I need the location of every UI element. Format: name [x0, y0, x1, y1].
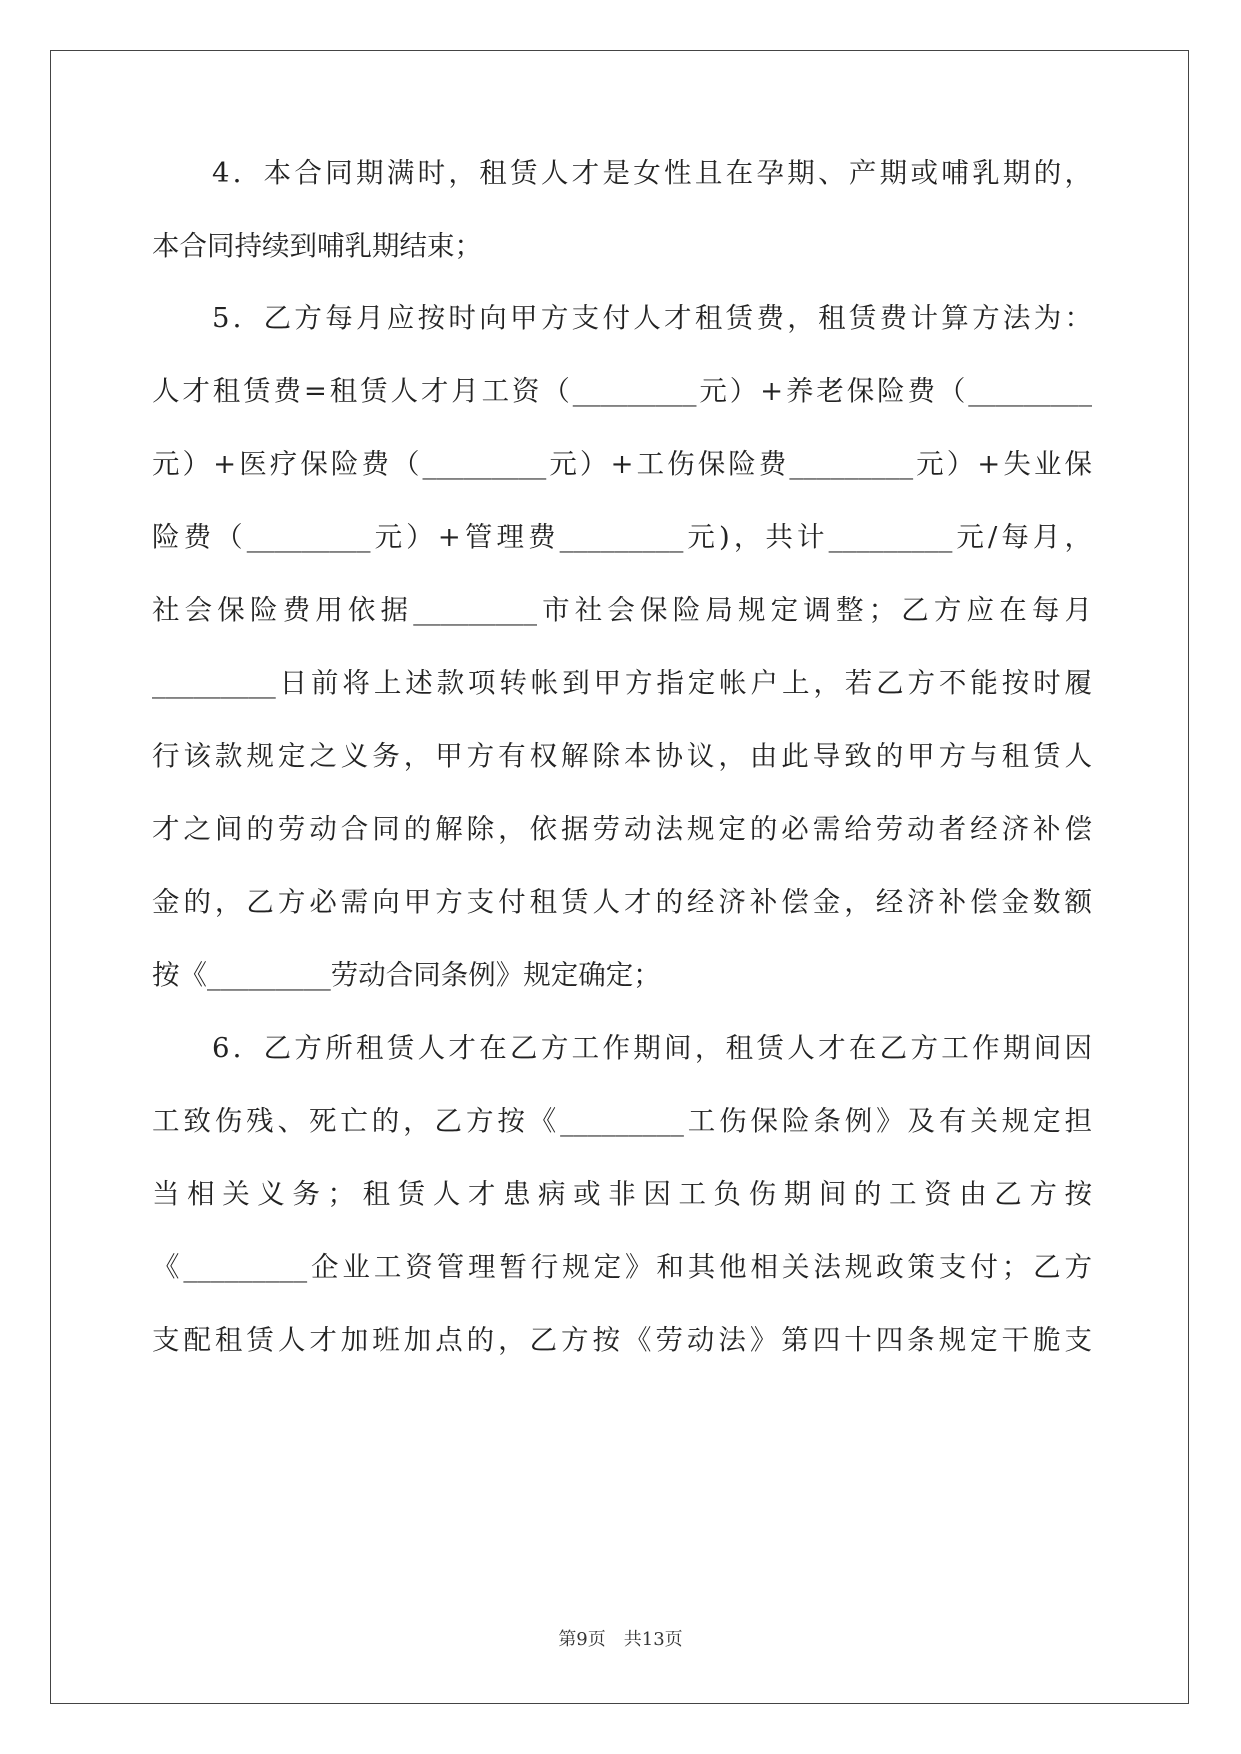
- paragraph-6-line-1: 6．乙方所租赁人才在乙方工作期间，租赁人才在乙方工作期间因: [212, 1032, 1092, 1064]
- paragraph-5-line-3: 元）+医疗保险费（_________元）+工伤保险费_________元）+失业保: [152, 448, 1092, 480]
- paragraph-6-line-3: 当相关义务；租赁人才患病或非因工负伤期间的工资由乙方按: [152, 1178, 1092, 1210]
- paragraph-5-line-10: 按《_________劳动合同条例》规定确定；: [152, 959, 661, 991]
- paragraph-5-line-6: _________日前将上述款项转帐到甲方指定帐户上，若乙方不能按时履: [152, 667, 1092, 699]
- paragraph-4-line-1: 4．本合同期满时，租赁人才是女性且在孕期、产期或哺乳期的，: [212, 157, 1092, 189]
- paragraph-5-line-7: 行该款规定之义务，甲方有权解除本协议，由此导致的甲方与租赁人: [152, 740, 1092, 772]
- paragraph-6-line-2: 工致伤残、死亡的，乙方按《_________工伤保险条例》及有关规定担: [152, 1105, 1092, 1137]
- paragraph-5-line-4: 险费（_________元）+管理费_________元)，共计_________元/每月，: [152, 521, 1092, 553]
- paragraph-5-line-5: 社会保险费用依据_________市社会保险局规定调整；乙方应在每月: [152, 594, 1092, 626]
- paragraph-6-line-4: 《_________企业工资管理暂行规定》和其他相关法规政策支付；乙方: [152, 1251, 1092, 1283]
- paragraph-5-line-9: 金的，乙方必需向甲方支付租赁人才的经济补偿金，经济补偿金数额: [152, 886, 1092, 918]
- paragraph-5-line-2: 人才租赁费=租赁人才月工资（_________元）+养老保险费（_________: [152, 375, 1092, 407]
- paragraph-5-line-1: 5．乙方每月应按时向甲方支付人才租赁费，租赁费计算方法为：: [212, 302, 1092, 334]
- page-border: [50, 50, 1189, 1704]
- paragraph-4-line-2: 本合同持续到哺乳期结束；: [152, 230, 482, 262]
- paragraph-5-line-8: 才之间的劳动合同的解除，依据劳动法规定的必需给劳动者经济补偿: [152, 813, 1092, 845]
- page-number-footer: 第9页 共13页: [558, 1629, 683, 1650]
- paragraph-6-line-5: 支配租赁人才加班加点的，乙方按《劳动法》第四十四条规定干脆支: [152, 1324, 1092, 1356]
